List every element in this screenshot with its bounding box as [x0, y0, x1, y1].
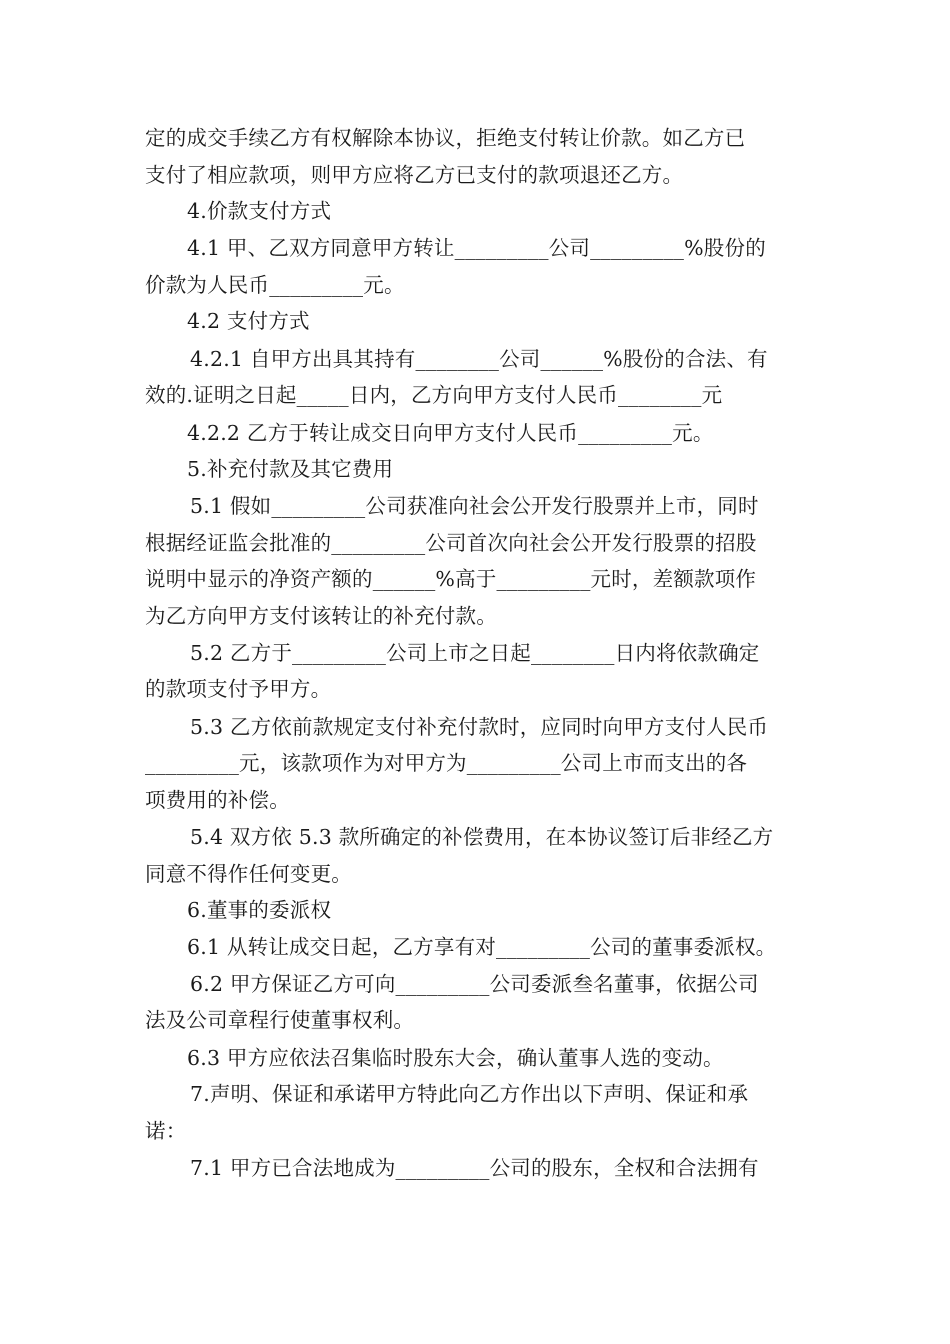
- text-line: 6.1 从转让成交日起，乙方享有对_________公司的董事委派权。: [187, 935, 777, 959]
- text-line: 4.2.2 乙方于转让成交日向甲方支付人民币_________元。: [187, 421, 714, 445]
- text-line: 法及公司章程行使董事权利。: [145, 1008, 415, 1032]
- text-line: 5.2 乙方于_________公司上市之日起________日内将依款确定: [190, 641, 760, 665]
- section-heading: 4.价款支付方式: [187, 199, 332, 223]
- text-line: 7.1 甲方已合法地成为_________公司的股东，全权和合法拥有: [190, 1156, 759, 1180]
- text-line: 5.1 假如_________公司获准向社会公开发行股票并上市，同时: [190, 494, 759, 518]
- text-line: _________元，该款项作为对甲方为_________公司上市而支出的各: [145, 751, 748, 775]
- section-heading: 5.补充付款及其它费用: [187, 457, 394, 481]
- text-line: 同意不得作任何变更。: [145, 862, 352, 886]
- section-heading: 4.2 支付方式: [187, 309, 310, 333]
- section-heading: 6.董事的委派权: [187, 898, 332, 922]
- text-line: 效的.证明之日起_____日内，乙方向甲方支付人民币________元: [145, 383, 723, 407]
- section-heading: 7.声明、保证和承诺甲方特此向乙方作出以下声明、保证和承: [190, 1082, 749, 1106]
- text-line: 4.2.1 自甲方出具其持有________公司______%股份的合法、有: [190, 347, 768, 371]
- text-line: 5.4 双方依 5.3 款所确定的补偿费用，在本协议签订后非经乙方: [190, 825, 774, 849]
- text-line: 6.2 甲方保证乙方可向_________公司委派叁名董事，依据公司: [190, 972, 759, 996]
- text-line: 的款项支付予甲方。: [145, 677, 332, 701]
- text-line: 说明中显示的净资产额的______%高于_________元时，差额款项作: [145, 567, 757, 591]
- text-line: 定的成交手续乙方有权解除本协议，拒绝支付转让价款。如乙方已: [145, 126, 746, 150]
- text-line: 6.3 甲方应依法召集临时股东大会，确认董事人选的变动。: [187, 1046, 724, 1070]
- text-line: 为乙方向甲方支付该转让的补充付款。: [145, 604, 497, 628]
- text-line: 诺：: [145, 1119, 187, 1143]
- text-line: 根据经证监会批准的_________公司首次向社会公开发行股票的招股: [145, 531, 757, 555]
- text-line: 5.3 乙方依前款规定支付补充付款时，应同时向甲方支付人民币: [190, 715, 769, 739]
- text-line: 项费用的补偿。: [145, 788, 290, 812]
- text-line: 价款为人民币_________元。: [145, 273, 405, 297]
- text-line: 4.1 甲、乙双方同意甲方转让_________公司_________%股份的: [187, 236, 766, 260]
- text-line: 支付了相应款项，则甲方应将乙方已支付的款项退还乙方。: [145, 163, 684, 187]
